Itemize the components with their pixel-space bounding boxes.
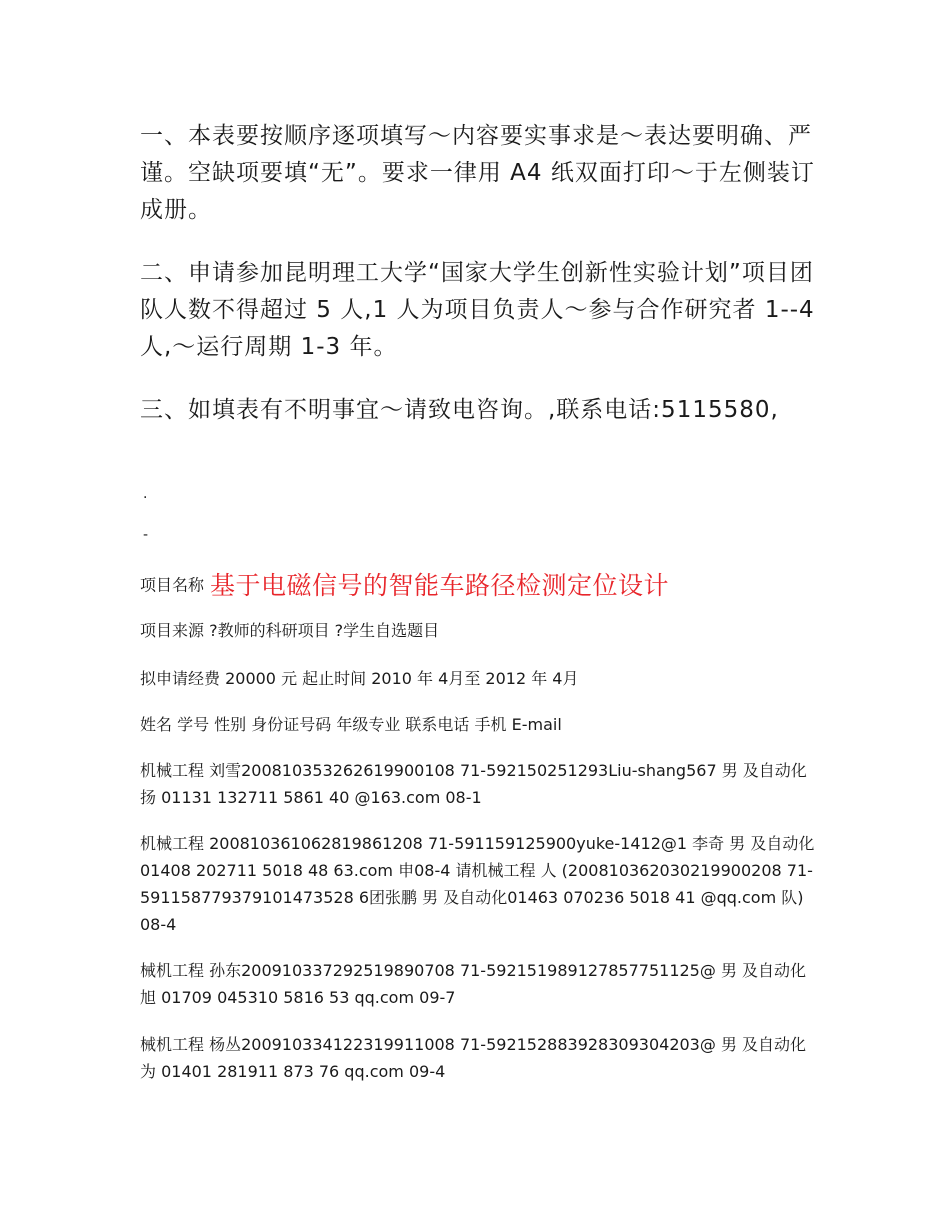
instruction-2: 二、申请参加昆明理工大学“国家大学生创新性实验计划”项目团队人数不得超过 5 人,1 人为项目负责人～参与合作研究者 1--4 人,～运行周期 1-3 年。 <box>140 260 815 360</box>
project-name-value: 基于电磁信号的智能车路径检测定位设计 <box>210 571 670 600</box>
member-table-headers: 姓名 学号 性别 身份证号码 年级专业 联系电话 手机 E-mail <box>140 715 562 734</box>
project-name-line <box>140 566 669 602</box>
member-row-1: 机械工程 刘雪200810353262619900108 71-592150251293Liu-shang567 男 及自动化 扬 01131 132711 5861 40 @163.com 08-1 <box>140 761 807 807</box>
member-row-3: 械机工程 孙东200910337292519890708 71-592151989127857751125@ 男 及自动化旭 01709 045310 5816 53 qq.com 09-7 <box>140 961 807 1007</box>
project-funding: 拟申请经费 20000 元 起止时间 2010 年 4月至 2012 年 4月 <box>140 669 579 688</box>
project-name-label: 项目名称 <box>140 575 205 595</box>
member-row-2: 机械工程 200810361062819861208 71-591159125900yuke-1412@1 李奇 男 及自动化01408 202711 5018 48 63.com 申08-4 请机械工程 人 (200810362030219900208 71-591158779379101473528 6团张鹏 男 及自动化01463 070236 5018 41 @qq.com 队) 08-4 <box>140 834 815 934</box>
instruction-3: 三、如填表有不明事宜～请致电咨询。,联系电话:5115580, <box>140 397 779 423</box>
instruction-1: 一、本表要按顺序逐项填写～内容要实事求是～表达要明确、严谨。空缺项要填“无”。要求一律用 A4 纸双面打印～于左侧装订成册。 <box>140 123 815 223</box>
separator-dot: . <box>143 486 148 502</box>
project-source: 项目来源 ?教师的科研项目 ?学生自选题目 <box>140 621 440 640</box>
separator-dash: - <box>143 527 149 543</box>
member-row-4: 械机工程 杨丛200910334122319911008 71-592152883928309304203@ 男 及自动化 为 01401 281911 873 76 qq.com 09-4 <box>140 1035 807 1081</box>
